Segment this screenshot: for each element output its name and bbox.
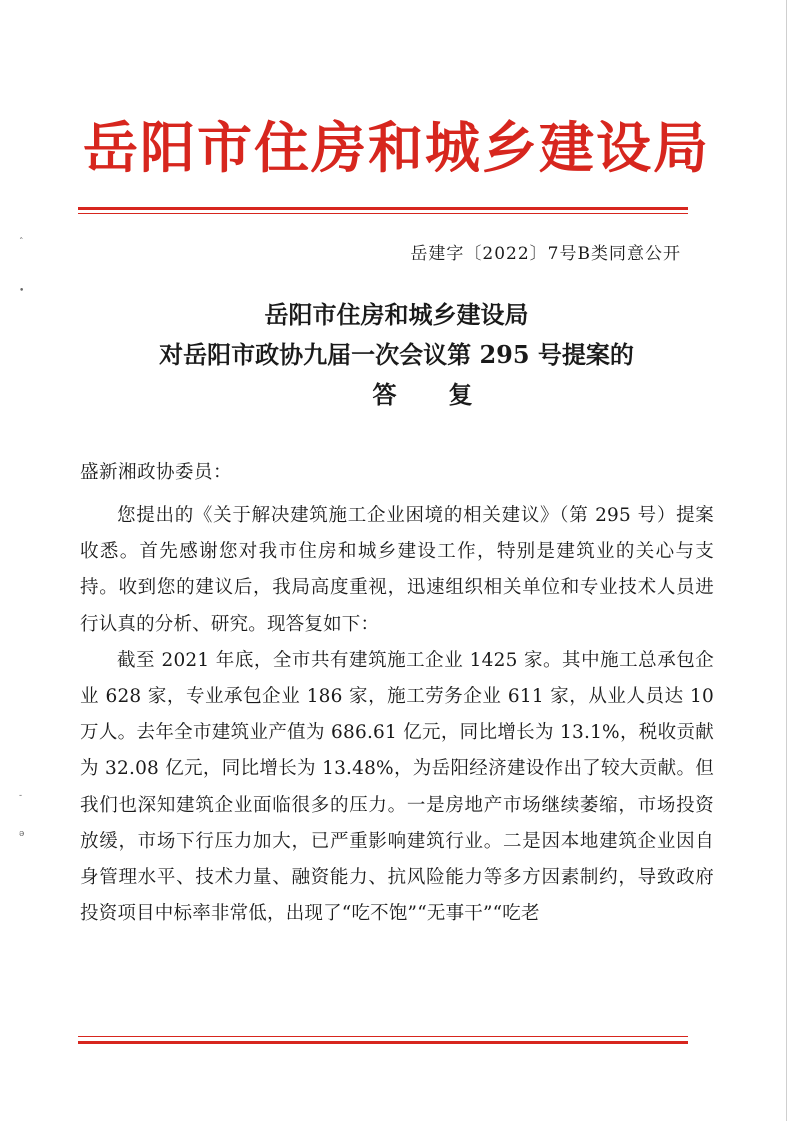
paragraph: 截至 2021 年底，全市共有建筑施工企业 1425 家。其中施工总承包企业 628 家，专业承包企业 186 家，施工劳务企业 611 家，从业人员达 10 万人。去年全市建筑业产值为 686.61 亿元，同比增长为 13.1%，税收贡献为 32.08 亿元，同比增长为 13.48%，为岳阳经济建设作出了较大贡献。但我们也深知建筑企业面临很多的压力。一是房地产市场继续萎缩，市场投资放缓，市场下行压力加大，已严重影响建筑行业。二是因本地建筑企业因自身管理水平、技术力量、融资能力、抗风险能力等多方因素制约，导致政府投资项目中标率非常低，出现了“吃不饱”“无事干”“吃老 bbox=[80, 649, 714, 925]
body-text bbox=[80, 498, 714, 932]
agency-letterhead: 岳阳市住房和城乡建设局 bbox=[82, 115, 710, 180]
scan-mark: ˆ bbox=[19, 238, 24, 248]
document-title-line-3: 答复 bbox=[372, 380, 525, 409]
document-title-line-2: 对岳阳市政协九届一次会议第 295 号提案的 bbox=[159, 340, 634, 369]
document-number: 岳建字〔2022〕7号B类同意公开 bbox=[410, 244, 681, 264]
footer-rule-thick bbox=[78, 1041, 688, 1044]
letterhead-rule-thick bbox=[78, 207, 688, 210]
scan-mark: - bbox=[19, 791, 23, 801]
scan-edge-line bbox=[786, 0, 787, 1121]
footer-rule-thin bbox=[78, 1036, 688, 1037]
letterhead-rule-thin bbox=[78, 213, 688, 214]
document-title-line-1: 岳阳市住房和城乡建设局 bbox=[264, 300, 529, 329]
scan-mark: ə bbox=[19, 829, 25, 839]
paragraph: 您提出的《关于解决建筑施工企业困境的相关建议》（第 295 号）提案收悉。首先感谢您对我市住房和城乡建设工作，特别是建筑业的关心与支持。收到您的建议后，我局高度重视，迅速组织相关单位和专业技术人员进行认真的分析、研究。现答复如下： bbox=[80, 505, 714, 635]
salutation: 盛新湘政协委员： bbox=[80, 462, 233, 483]
scan-mark: • bbox=[19, 286, 25, 296]
